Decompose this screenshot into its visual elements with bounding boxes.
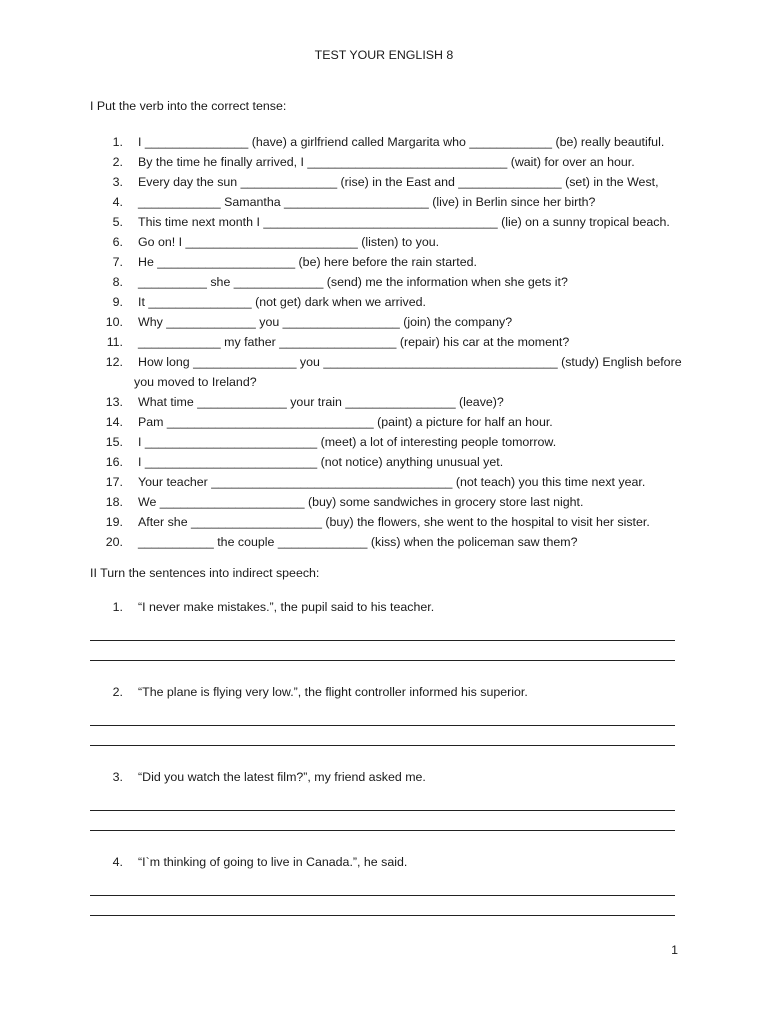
indirect-speech-item — [90, 767, 690, 787]
list-item — [90, 532, 690, 552]
list-item — [90, 192, 690, 212]
answer-line — [90, 896, 675, 916]
answer-line — [90, 621, 675, 641]
item-number: 20. — [105, 535, 123, 549]
item-text: By the time he finally arrived, I _____________________________ (wait) for over an hour. — [138, 155, 635, 169]
list-item — [90, 252, 690, 272]
list-item — [90, 452, 690, 472]
list-item — [90, 392, 690, 412]
list-item — [90, 492, 690, 512]
list-item — [90, 232, 690, 252]
list-item — [90, 292, 690, 312]
list-item — [90, 272, 690, 292]
list-item — [90, 432, 690, 452]
item-number: 6. — [112, 235, 123, 249]
item-text: Every day the sun ______________ (rise) in the East and _______________ (set) in the West, — [138, 175, 659, 189]
item-text: What time _____________ your train ________________ (leave)? — [138, 395, 504, 409]
list-item — [90, 472, 690, 492]
section-1-heading: I Put the verb into the correct tense: — [90, 99, 287, 113]
item-number: 3. — [112, 770, 123, 784]
item-text: How long _______________ you __________________________________ (study) English before you moved to Ireland? — [134, 355, 682, 389]
item-number: 11. — [106, 335, 123, 349]
list-item — [90, 332, 690, 352]
item-number: 1. — [112, 600, 123, 614]
item-number: 19. — [105, 515, 123, 529]
answer-line — [90, 876, 675, 896]
item-number: 8. — [112, 275, 123, 289]
item-text: I _______________ (have) a girlfriend called Margarita who ____________ (be) really beautiful. — [138, 135, 665, 149]
answer-line — [90, 706, 675, 726]
answer-line — [90, 811, 675, 831]
item-text: It _______________ (not get) dark when we arrived. — [138, 295, 426, 309]
answer-lines — [90, 621, 675, 661]
item-text: After she ___________________ (buy) the flowers, she went to the hospital to visit her sister. — [138, 515, 650, 529]
item-number: 18. — [105, 495, 123, 509]
item-text: “The plane is flying very low.”, the flight controller informed his superior. — [138, 685, 528, 699]
tense-exercise-list — [90, 132, 690, 552]
indirect-speech-item — [90, 852, 690, 872]
item-number: 15. — [105, 435, 123, 449]
answer-line — [90, 726, 675, 746]
list-item — [90, 512, 690, 532]
indirect-speech-item — [90, 597, 690, 617]
item-text: Go on! I _________________________ (listen) to you. — [138, 235, 440, 249]
list-item — [90, 412, 690, 432]
item-number: 4. — [112, 195, 123, 209]
item-text: Pam ______________________________ (paint) a picture for half an hour. — [138, 415, 553, 429]
list-item — [90, 312, 690, 332]
list-item — [90, 352, 690, 392]
item-text: “Did you watch the latest film?”, my friend asked me. — [138, 770, 426, 784]
item-text: “I never make mistakes.”, the pupil said to his teacher. — [138, 600, 435, 614]
list-item — [90, 132, 690, 152]
item-text: “I`m thinking of going to live in Canada.”, he said. — [138, 855, 408, 869]
item-text: This time next month I __________________________________ (lie) on a sunny tropical beach. — [138, 215, 670, 229]
item-text: Your teacher ___________________________________ (not teach) you this time next year. — [138, 475, 646, 489]
list-item — [90, 212, 690, 232]
item-text: We _____________________ (buy) some sandwiches in grocery store last night. — [138, 495, 584, 509]
list-item — [90, 172, 690, 192]
answer-line — [90, 641, 675, 661]
page-number: 1 — [671, 943, 678, 957]
item-number: 9. — [112, 295, 123, 309]
item-number: 12. — [105, 355, 123, 369]
item-number: 10. — [105, 315, 123, 329]
answer-lines — [90, 791, 675, 831]
answer-lines — [90, 706, 675, 746]
item-number: 2. — [112, 685, 123, 699]
indirect-speech-item — [90, 682, 690, 702]
answer-line — [90, 791, 675, 811]
item-text: __________ she _____________ (send) me the information when she gets it? — [138, 275, 568, 289]
item-number: 1. — [112, 135, 123, 149]
item-number: 13. — [105, 395, 123, 409]
item-text: Why _____________ you _________________ (join) the company? — [138, 315, 513, 329]
item-number: 17. — [105, 475, 123, 489]
page-title: TEST YOUR ENGLISH 8 — [314, 48, 454, 62]
item-text: He ____________________ (be) here before the rain started. — [138, 255, 477, 269]
section-2-heading: II Turn the sentences into indirect speech: — [90, 566, 320, 580]
answer-lines — [90, 876, 675, 916]
item-number: 4. — [112, 855, 123, 869]
item-text: I _________________________ (not notice) anything unusual yet. — [138, 455, 504, 469]
item-number: 16. — [105, 455, 123, 469]
item-text: ____________ Samantha _____________________ (live) in Berlin since her birth? — [138, 195, 596, 209]
item-text: ____________ my father _________________ (repair) his car at the moment? — [138, 335, 570, 349]
item-text: ___________ the couple _____________ (kiss) when the policeman saw them? — [138, 535, 578, 549]
item-number: 5. — [112, 215, 123, 229]
item-number: 14. — [105, 415, 123, 429]
item-number: 2. — [112, 155, 123, 169]
item-text: I _________________________ (meet) a lot of interesting people tomorrow. — [138, 435, 557, 449]
item-number: 7. — [112, 255, 123, 269]
list-item — [90, 152, 690, 172]
item-number: 3. — [112, 175, 123, 189]
